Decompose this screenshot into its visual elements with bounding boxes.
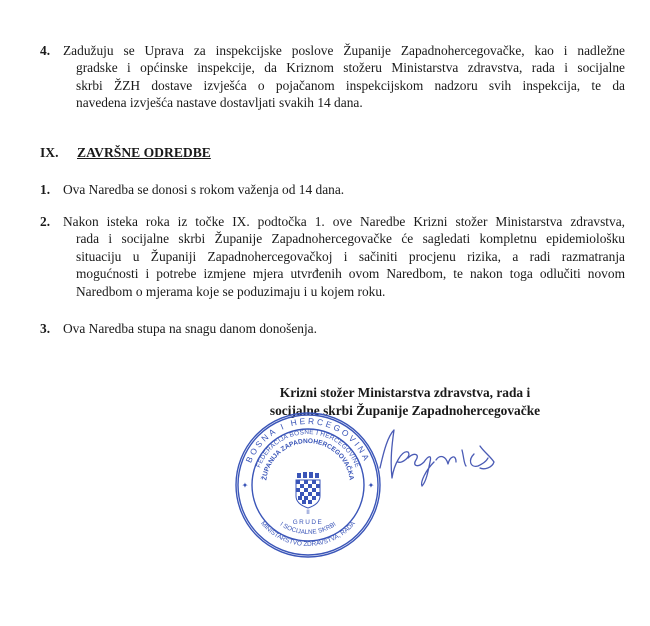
coat-of-arms-icon [296, 472, 320, 508]
seal-text-county: ŽUPANIJA ZAPADNOHERCEGOVAČKA [261, 437, 355, 481]
item-4 [40, 42, 625, 112]
text-line: situaciju u Županiji Zapadnohercegovačkoj i sačiniti procjenu rizika, a radi razmatranja [76, 248, 625, 264]
text-line: gradske i općinske inspekcije, da Kriznom stožeru Ministarstva zdravstva, rada i socijalne [76, 60, 625, 76]
text-line: mogućnosti i potrebe izmjene mjera utvrđenih ovom Naredbom, te nakon toga odlučiti novom [76, 266, 625, 282]
seal-city: GRUDE [292, 519, 324, 526]
text-line: Zadužuju se Uprava za inspekcijske poslove Županije Zapadnohercegovačke, kao i nadležne [63, 43, 625, 58]
section-heading [40, 145, 211, 161]
item-3 [40, 320, 625, 337]
text-line: skrbi ŽZH dostave izvješća o pojačanom inspekcijskom nadzoru svih inspekcija, te da [76, 77, 625, 93]
item-1 [40, 181, 625, 198]
seal-star-icon: ✦ [367, 481, 375, 490]
text-line: rada i socijalne skrbi Županije Zapadnohercegovačke će sagledati kompletnu epidemiološku [76, 231, 625, 247]
item-2 [40, 213, 625, 300]
seal-text-federation: FEDERACIJA BOSNE I HERCEGOVINE [255, 428, 361, 469]
item-number: 2. [40, 214, 51, 229]
handwritten-signature [372, 428, 497, 488]
item-number: 1. [40, 182, 51, 197]
signature-line-2: socijalne skrbi Županije Zapadnohercegovačke [269, 403, 541, 418]
seal-text-country: BOSNA I HERCEGOVINA [243, 415, 373, 465]
item-number: 4. [40, 43, 51, 58]
text-line: navedena izvješća nastave dostavljati svakih 14 dana. [76, 95, 363, 111]
section-number: IX. [40, 145, 59, 160]
signature-line-1: Krizni stožer Ministarstva zdravstva, rada i [279, 385, 531, 400]
section-title: ZAVRŠNE ODREDBE [77, 145, 211, 160]
text-line: Ova Naredba stupa na snagu danom donošenja. [63, 321, 317, 336]
seal-star-icon: ✦ [241, 481, 249, 490]
text-line: Naredbom o mjerama koje se poduzimaju i u kojem roku. [76, 283, 386, 299]
official-seal [233, 410, 383, 560]
text-line: Nakon isteka roka iz točke IX. podtočka 1. ove Naredbe Krizni stožer Ministarstva zdravstva, [63, 214, 625, 229]
seal-text-ministry-outer: MINISTARSTVO ZDRAVSTVA, RADA [259, 520, 357, 549]
seal-numeral: II [306, 509, 310, 516]
text-line: Ova Naredba se donosi s rokom važenja od 14 dana. [63, 182, 345, 197]
seal-text-ministry-inner: I SOCIJALNE SKRBI [278, 520, 338, 537]
item-number: 3. [40, 321, 51, 336]
